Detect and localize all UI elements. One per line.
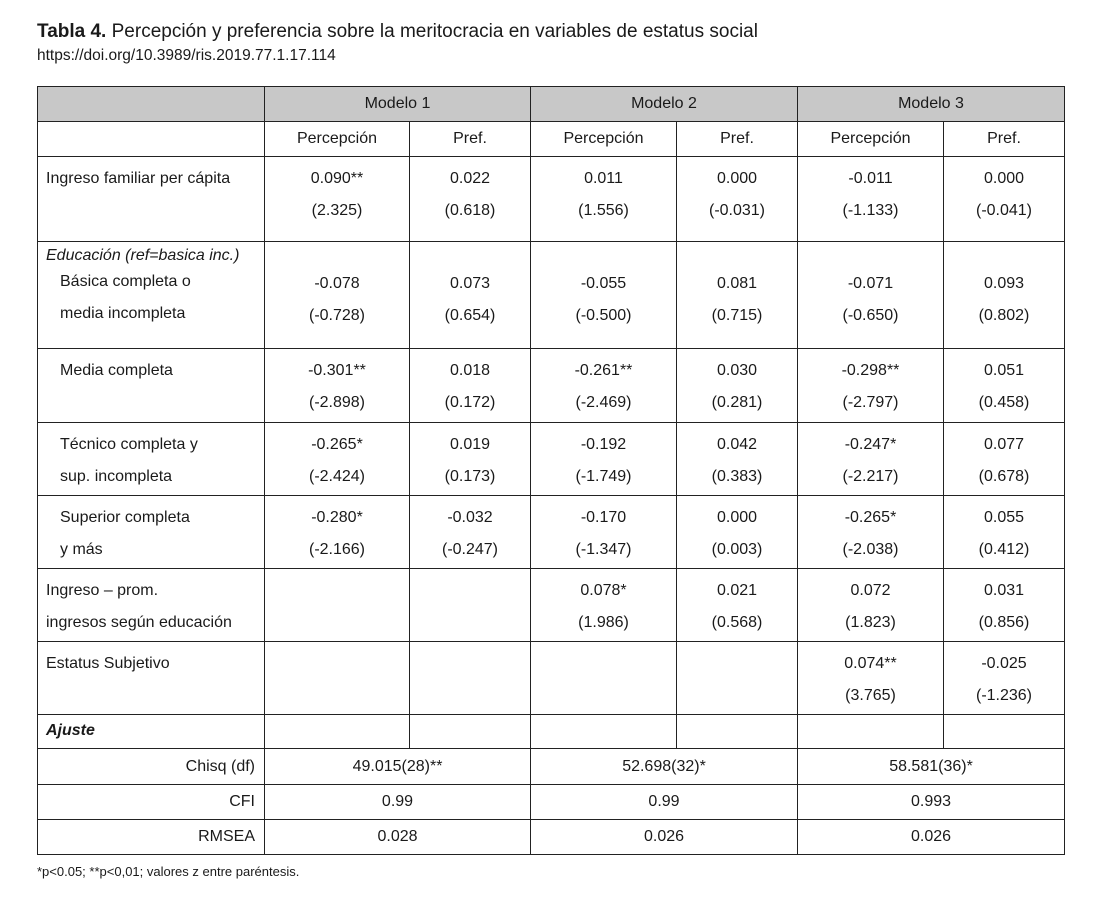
value-cell: 0.000 (0.003): [677, 496, 798, 569]
subheader-pref: Pref.: [677, 122, 798, 157]
value-cell: 0.011 (1.556): [531, 157, 677, 242]
value-cell: 0.078* (1.986): [531, 569, 677, 642]
value-cell: 0.077 (0.678): [944, 423, 1065, 496]
fit-row-rmsea: [38, 820, 1065, 855]
value-cell: 0.022 (0.618): [410, 157, 531, 242]
value-cell: -0.265* (-2.424): [265, 423, 410, 496]
value-cell: -0.025 (-1.236): [944, 642, 1065, 715]
doi-link[interactable]: https://doi.org/10.3989/ris.2019.77.1.17.114: [37, 47, 336, 64]
value-cell: 0.074** (3.765): [798, 642, 944, 715]
subheader-percepcion: Percepción: [265, 122, 410, 157]
value-cell: -0.280* (-2.166): [265, 496, 410, 569]
table-caption: Percepción y preferencia sobre la meritocracia en variables de estatus social: [106, 21, 758, 42]
subheader-row: [38, 122, 1065, 157]
table-row: [38, 496, 1065, 569]
value-cell: 0.018 (0.172): [410, 349, 531, 423]
table-row: [38, 157, 1065, 242]
value-cell: 0.000 (-0.031): [677, 157, 798, 242]
row-label: Técnico completa y sup. incompleta: [38, 423, 265, 496]
table-title: [37, 20, 758, 44]
value-cell: [265, 642, 410, 715]
row-label: Media completa: [38, 349, 265, 423]
value-cell: -0.261** (-2.469): [531, 349, 677, 423]
value-cell: 0.031 (0.856): [944, 569, 1065, 642]
value-cell: -0.011 (-1.133): [798, 157, 944, 242]
fit-value: 0.026: [531, 820, 798, 855]
value-cell: 0.055 (0.412): [944, 496, 1065, 569]
model-header-row: [38, 87, 1065, 122]
value-cell: [677, 642, 798, 715]
model-1-header: Modelo 1: [265, 87, 531, 122]
model-3-header: Modelo 3: [798, 87, 1065, 122]
fit-value: 0.99: [265, 785, 531, 820]
fit-value: 52.698(32)*: [531, 749, 798, 785]
model-2-header: Modelo 2: [531, 87, 798, 122]
fit-row-chisq: [38, 749, 1065, 785]
results-table: [37, 86, 1065, 855]
table-row: [38, 569, 1065, 642]
table-number: Tabla 4.: [37, 21, 107, 42]
table-row: [38, 423, 1065, 496]
table-row: [38, 349, 1065, 423]
subheader-percepcion: Percepción: [531, 122, 677, 157]
value-cell: [410, 642, 531, 715]
value-cell: -0.247* (-2.217): [798, 423, 944, 496]
table-row: [38, 242, 1065, 349]
title-block: [37, 20, 758, 66]
value-cell: 0.073 (0.654): [410, 242, 531, 349]
fit-value: 0.993: [798, 785, 1065, 820]
section-heading-educacion: Educación (ref=basica inc.): [46, 247, 240, 264]
value-cell: 0.090** (2.325): [265, 157, 410, 242]
fit-label: Chisq (df): [38, 749, 265, 785]
fit-value: 0.026: [798, 820, 1065, 855]
fit-row-cfi: [38, 785, 1065, 820]
value-cell: 0.030 (0.281): [677, 349, 798, 423]
row-label: Superior completa y más: [38, 496, 265, 569]
value-cell: -0.032 (-0.247): [410, 496, 531, 569]
value-cell: 0.019 (0.173): [410, 423, 531, 496]
subheader-percepcion: Percepción: [798, 122, 944, 157]
value-cell: 0.051 (0.458): [944, 349, 1065, 423]
value-cell: -0.265* (-2.038): [798, 496, 944, 569]
fit-value: 49.015(28)**: [265, 749, 531, 785]
value-cell: -0.055 (-0.500): [531, 242, 677, 349]
fit-value: 58.581(36)*: [798, 749, 1065, 785]
subheader-pref: Pref.: [944, 122, 1065, 157]
value-cell: -0.170 (-1.347): [531, 496, 677, 569]
corner-cell: [38, 87, 265, 122]
fit-label: CFI: [38, 785, 265, 820]
value-cell: [410, 569, 531, 642]
row-label: Educación (ref=basica inc.) Básica completa o media incompleta: [38, 242, 265, 349]
value-cell: -0.078 (-0.728): [265, 242, 410, 349]
ajuste-heading-row: [38, 715, 1065, 749]
footnote: *p<0.05; **p<0,01; valores z entre paréntesis.: [37, 864, 300, 879]
value-cell: [265, 569, 410, 642]
value-cell: [531, 642, 677, 715]
value-cell: 0.081 (0.715): [677, 242, 798, 349]
value-cell: 0.042 (0.383): [677, 423, 798, 496]
value-cell: -0.298** (-2.797): [798, 349, 944, 423]
row-label: Ingreso – prom. ingresos según educación: [38, 569, 265, 642]
subheader-pref: Pref.: [410, 122, 531, 157]
value-cell: 0.093 (0.802): [944, 242, 1065, 349]
value-cell: 0.021 (0.568): [677, 569, 798, 642]
fit-value: 0.028: [265, 820, 531, 855]
row-label: Estatus Subjetivo: [38, 642, 265, 715]
fit-label: RMSEA: [38, 820, 265, 855]
table-row: [38, 642, 1065, 715]
row-label: Ingreso familiar per cápita: [38, 157, 265, 242]
value-cell: 0.072 (1.823): [798, 569, 944, 642]
value-cell: 0.000 (-0.041): [944, 157, 1065, 242]
value-cell: -0.071 (-0.650): [798, 242, 944, 349]
value-cell: -0.192 (-1.749): [531, 423, 677, 496]
fit-value: 0.99: [531, 785, 798, 820]
section-heading-ajuste: Ajuste: [38, 715, 265, 749]
value-cell: -0.301** (-2.898): [265, 349, 410, 423]
